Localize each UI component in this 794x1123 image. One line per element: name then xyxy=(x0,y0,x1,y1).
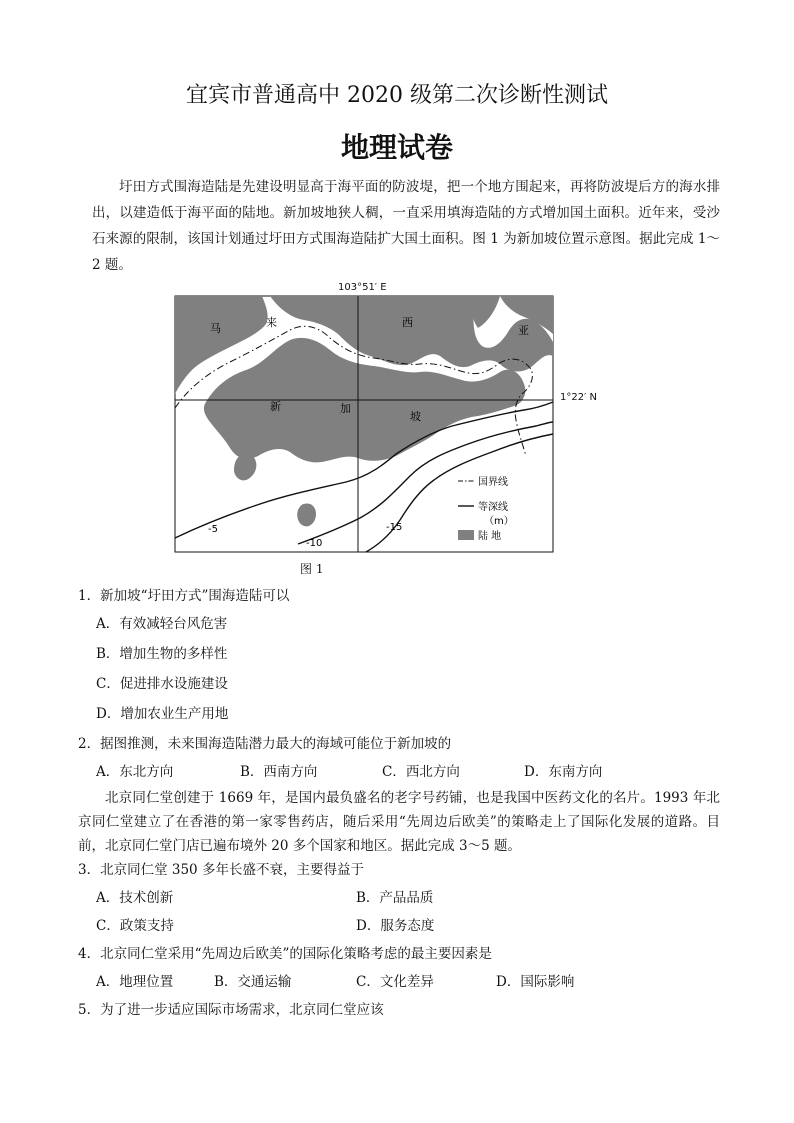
question-1-option-c[interactable]: C．促进排水设施建设 xyxy=(96,676,228,692)
question-3-option-d[interactable]: D．服务态度 xyxy=(356,918,435,934)
question-3-option-c[interactable]: C．政策支持 xyxy=(96,918,174,934)
question-4-option-d[interactable]: D．国际影响 xyxy=(496,974,575,990)
depth-label-10: -10 xyxy=(306,538,323,549)
singapore-map-figure xyxy=(170,276,610,576)
question-3-option-a[interactable]: A．技术创新 xyxy=(96,890,174,906)
question-1-option-a[interactable]: A．有效减轻台风危害 xyxy=(96,616,228,632)
longitude-label: 103°51′ E xyxy=(338,282,387,293)
map-label-xin: 新 xyxy=(270,400,281,413)
legend-isobath-unit: （m） xyxy=(484,516,514,527)
passage-2: 北京同仁堂创建于 1669 年，是国内最负盛名的老字号药铺，也是我国中医药文化的名片。1993 年北京同仁堂建立了在香港的第一家零售药店，随后采用“先周边后欧美”的策略走上了国际化发展的道路。目前，北京同仁堂门店已遍布境外 20 多个国家和地区。据此完成 3～5 题。 xyxy=(78,790,720,854)
latitude-label: 1°22′ N xyxy=(560,392,598,403)
question-4-option-c[interactable]: C．文化差异 xyxy=(356,974,434,990)
question-2-option-a[interactable]: A．东北方向 xyxy=(96,764,174,780)
exam-title: 宜宾市普通高中 2020 级第二次诊断性测试 xyxy=(186,83,608,108)
question-2-stem: 2．据图推测，未来围海造陆潜力最大的海域可能位于新加坡的 xyxy=(78,736,452,752)
question-3-option-b[interactable]: B．产品品质 xyxy=(356,890,434,906)
map-label-ya: 亚 xyxy=(518,324,529,337)
legend-isobath-label: 等深线 xyxy=(478,502,508,513)
map-label-lai: 来 xyxy=(266,316,277,329)
question-2-option-c[interactable]: C．西北方向 xyxy=(382,764,460,780)
question-2-option-d[interactable]: D．东南方向 xyxy=(524,764,603,780)
map-label-xi: 西 xyxy=(402,316,413,329)
legend-land-swatch xyxy=(458,530,474,540)
map-label-jia: 加 xyxy=(340,402,351,415)
question-1-stem: 1．新加坡“圩田方式”围海造陆可以 xyxy=(78,588,290,604)
depth-label-15: -15 xyxy=(386,522,403,533)
question-3-stem: 3．北京同仁堂 350 多年长盛不衰，主要得益于 xyxy=(78,862,364,878)
question-1-option-b[interactable]: B．增加生物的多样性 xyxy=(96,646,228,662)
legend-border-label: 国界线 xyxy=(478,477,508,488)
question-1-option-d[interactable]: D．增加农业生产用地 xyxy=(96,706,229,722)
subject-title: 地理试卷 xyxy=(340,131,453,164)
map-label-po: 坡 xyxy=(410,410,421,423)
passage-1: 圩田方式围海造陆是先建设明显高于海平面的防波堤，把一个地方围起来，再将防波堤后方的海水排出，以建造低于海平面的陆地。新加坡地狭人稠，一直采用填海造陆的方式增加国土面积。近年来，受沙石来源的限制，该国计划通过圩田方式围海造陆扩大国土面积。图 1 为新加坡位置示意图。据此完成 1～2 题。 xyxy=(92,179,720,273)
question-4-option-a[interactable]: A．地理位置 xyxy=(96,974,174,990)
question-4-stem: 4．北京同仁堂采用“先周边后欧美”的国际化策略考虑的最主要因素是 xyxy=(78,946,492,962)
map-label-ma: 马 xyxy=(210,322,221,335)
question-2-option-b[interactable]: B．西南方向 xyxy=(240,764,318,780)
legend-land-label: 陆 地 xyxy=(478,531,502,542)
question-4-option-b[interactable]: B．交通运输 xyxy=(214,974,292,990)
figure-caption: 图 1 xyxy=(300,562,324,576)
depth-label-5: -5 xyxy=(208,524,218,535)
question-5-stem: 5．为了进一步适应国际市场需求，北京同仁堂应该 xyxy=(78,1002,384,1018)
